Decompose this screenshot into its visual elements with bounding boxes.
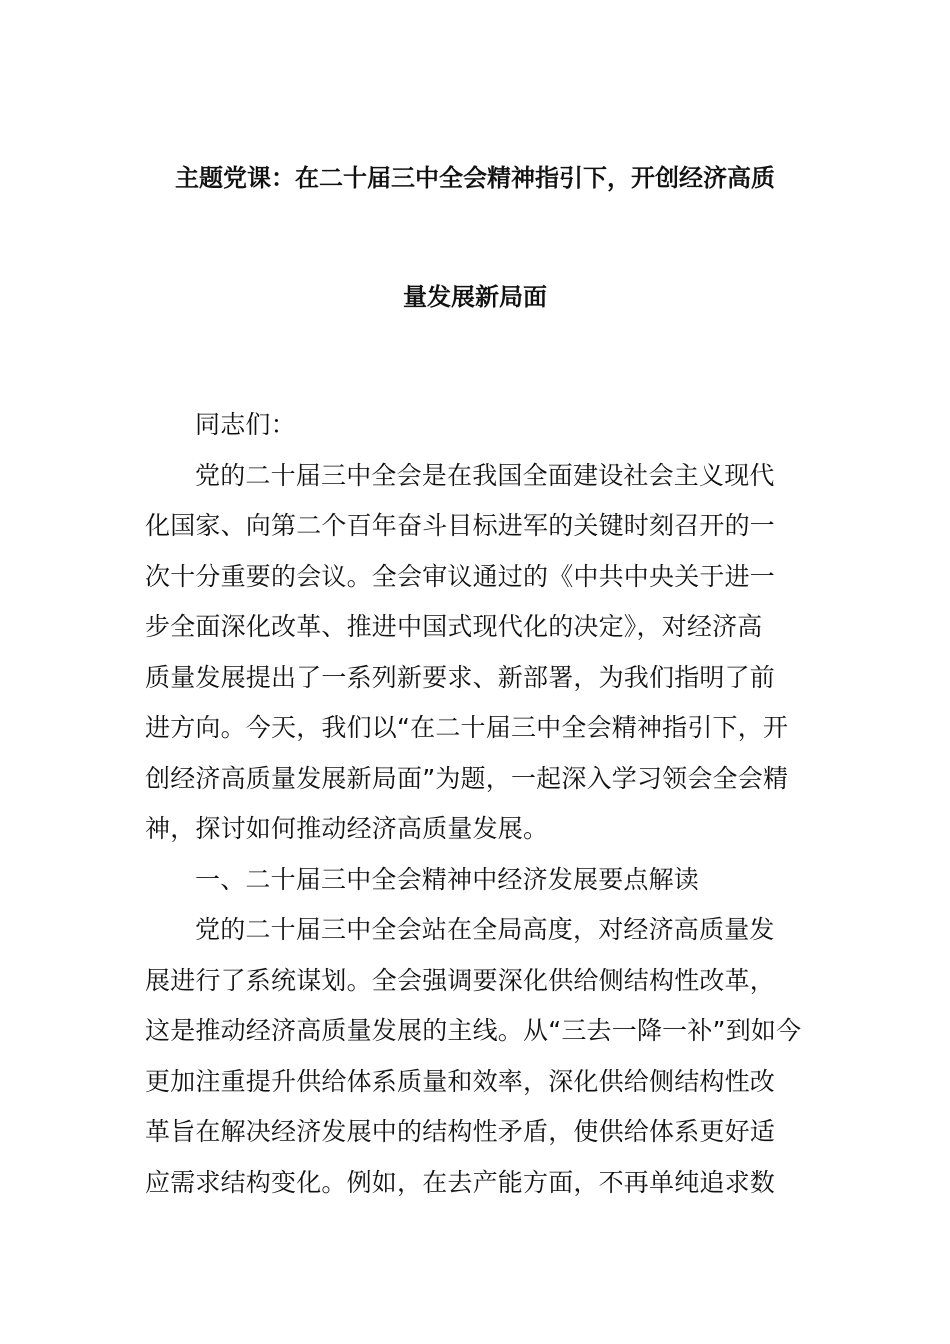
body-line: 革旨在解决经济发展中的结构性矛盾，使供给体系更好适 [145, 1117, 776, 1146]
body-line: 应需求结构变化。例如，在去产能方面，不再单纯追求数 [145, 1167, 776, 1197]
body-line: 创经济高质量发展新局面”为题，一起深入学习领会全会精 [145, 763, 789, 793]
body-line: 一、二十届三中全会精神中经济发展要点解读 [195, 864, 700, 894]
document-body [145, 400, 810, 1208]
body-line: 党的二十届三中全会是在我国全面建设社会主义现代 [195, 460, 775, 490]
document-title-line-2: 量发展新局面 [403, 283, 547, 311]
body-line: 神，探讨如何推动经济高质量发展。 [145, 814, 549, 843]
body-line: 化国家、向第二个百年奋斗目标进军的关键时刻召开的一 [145, 511, 776, 540]
body-line: 同志们： [195, 410, 296, 439]
document-title-line-1: 主题党课：在二十届三中全会精神指引下，开创经济高质 [175, 164, 775, 192]
body-line: 党的二十届三中全会站在全局高度，对经济高质量发 [195, 915, 775, 944]
body-line: 更加注重提升供给体系质量和效率，深化供给侧结构性改 [145, 1066, 776, 1096]
body-line: 进方向。今天，我们以“在二十届三中全会精神指引下，开 [145, 713, 789, 742]
body-line: 质量发展提出了一系列新要求、新部署，为我们指明了前 [145, 662, 776, 692]
body-line: 这是推动经济高质量发展的主线。从“三去一降一补”到如今 [145, 1016, 802, 1045]
body-line: 展进行了系统谋划。全会强调要深化供给侧结构性改革， [145, 965, 776, 995]
body-line: 步全面深化改革、推进中国式现代化的决定》，对经济高 [145, 612, 763, 641]
body-line: 次十分重要的会议。全会审议通过的《中共中央关于进一 [145, 561, 776, 591]
